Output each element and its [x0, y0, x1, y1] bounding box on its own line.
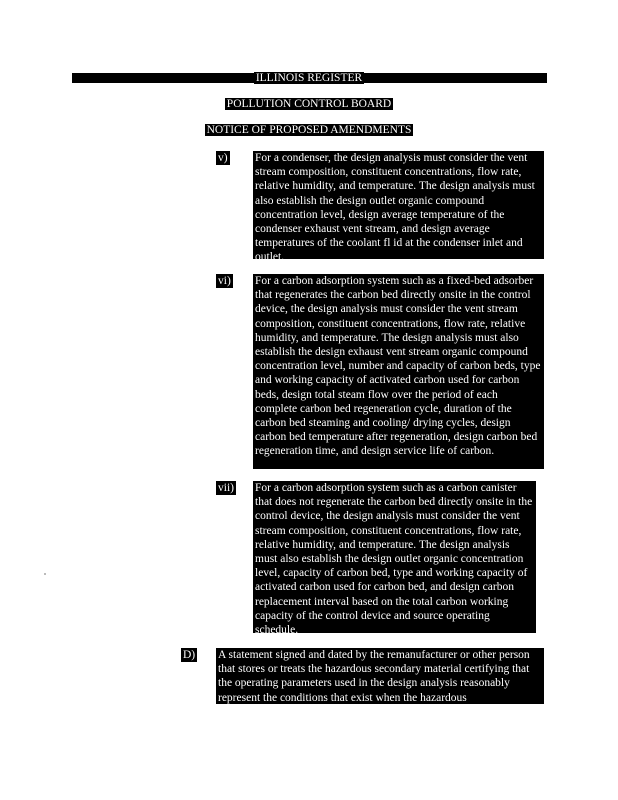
register-heading: [0, 72, 618, 85]
board-heading: [0, 98, 618, 111]
item-marker-v: v): [218, 152, 228, 164]
item-marker-vi: vi): [218, 275, 231, 287]
register-heading-text: ILLINOIS REGISTER: [255, 72, 363, 84]
notice-heading-text: NOTICE OF PROPOSED AMENDMENTS: [206, 124, 412, 136]
item-paragraph-vi: For a carbon adsorption system such as a fixed-bed adsorber that regenerates the carbon bed directly onsite in the control device, the design analysis must consider the vent stream composition, constituent concentrations, flow rate, relative humidity, and temperature. The design analysis must also establish the design exhaust vent stream organic compound concentration level, number and capacity of carbon beds, type and working capacity of activated carbon used for carbon beds, design total steam flow over the period of each complete carbon bed regeneration cycle, duration of the carbon bed steaming and cooling/ drying cycles, design carbon bed temperature after regeneration, design carbon bed regeneration time, and design service life of carbon.: [253, 274, 544, 469]
item-marker-d: D): [183, 649, 196, 661]
item-paragraph-v: For a condenser, the design analysis must consider the vent stream composition, constituent concentrations, flow rate, relative humidity, and temperature. The design analysis must also establish the design outlet organic compound concentration level, design average temperature of the condenser exhaust vent stream, and design average temperatures of the coolant fl id at the condenser inlet and outlet.: [253, 151, 544, 259]
item-paragraph-d: A statement signed and dated by the remanufacturer or other person that stores or treats the hazardous secondary material certifying that the operating parameters used in the design analysis reasonably represent the conditions that exist when the hazardous: [216, 648, 544, 704]
board-heading-text: POLLUTION CONTROL BOARD: [226, 98, 392, 110]
item-marker-vii: vii): [218, 482, 234, 494]
item-paragraph-vii: For a carbon adsorption system such as a carbon canister that does not regenerate the carbon bed directly onsite in the control device, the design analysis must consider the vent stream composition, constituent concentrations, flow rate, relative humidity, and temperature. The design analysis must also establish the design outlet organic concentration level, capacity of carbon bed, type and working capacity of activated carbon used for carbon bed, and design carbon replacement interval based on the total carbon working capacity of the control device and source operating schedule.: [253, 481, 536, 633]
notice-heading: [0, 124, 618, 137]
scan-speck: [44, 573, 46, 575]
